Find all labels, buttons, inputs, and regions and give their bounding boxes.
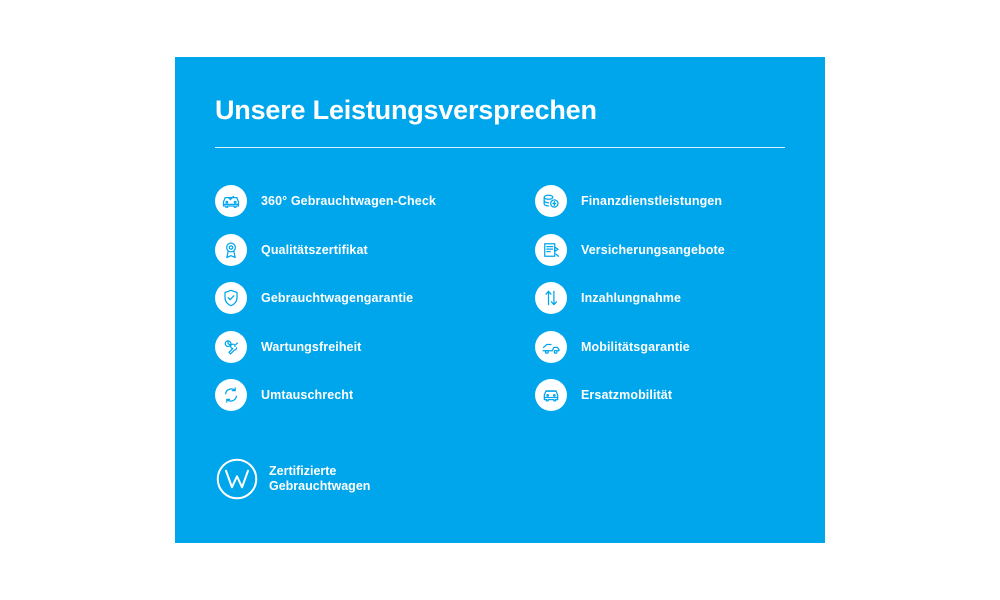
up-down-arrows-icon [535, 282, 567, 314]
feature-label: Umtauschrecht [261, 388, 354, 403]
insurance-document-icon [535, 234, 567, 266]
exchange-arrows-icon [215, 379, 247, 411]
coins-finance-icon [535, 185, 567, 217]
features-column-left [215, 177, 535, 420]
feature-item[interactable] [215, 274, 535, 323]
volkswagen-logo [215, 457, 259, 501]
feature-item[interactable] [535, 177, 790, 226]
feature-item[interactable] [215, 177, 535, 226]
feature-item[interactable] [215, 226, 535, 275]
feature-label: Qualitätszertifikat [261, 242, 368, 257]
tow-truck-icon [535, 331, 567, 363]
brand-block [215, 457, 370, 501]
feature-label: 360° Gebrauchtwagen-Check [261, 194, 436, 209]
shield-check-icon [215, 282, 247, 314]
feature-item[interactable] [215, 371, 535, 420]
feature-label: Versicherungsangebote [581, 242, 725, 257]
feature-label: Gebrauchtwagengarantie [261, 291, 414, 306]
title-divider [215, 147, 785, 148]
feature-item[interactable] [535, 371, 790, 420]
feature-label: Wartungsfreiheit [261, 339, 362, 354]
feature-item[interactable] [535, 323, 790, 372]
feature-label: Finanzdienstleistungen [581, 194, 723, 209]
feature-label: Inzahlungnahme [581, 291, 682, 306]
feature-label: Mobilitätsgarantie [581, 339, 690, 354]
wrench-gear-icon [215, 331, 247, 363]
quality-seal-icon [215, 234, 247, 266]
features-columns [215, 177, 790, 420]
brand-line-2: Gebrauchtwagen [269, 479, 371, 493]
car-check-icon [215, 185, 247, 217]
feature-item[interactable] [215, 323, 535, 372]
feature-item[interactable] [535, 274, 790, 323]
brand-line-1: Zertifizierte [269, 464, 337, 478]
page-title: Unsere Leistungsversprechen [215, 95, 597, 125]
brand-text [269, 464, 370, 494]
promise-panel [175, 57, 825, 543]
replacement-car-icon [535, 379, 567, 411]
feature-label: Ersatzmobilität [581, 388, 673, 403]
features-column-right [535, 177, 790, 420]
feature-item[interactable] [535, 226, 790, 275]
